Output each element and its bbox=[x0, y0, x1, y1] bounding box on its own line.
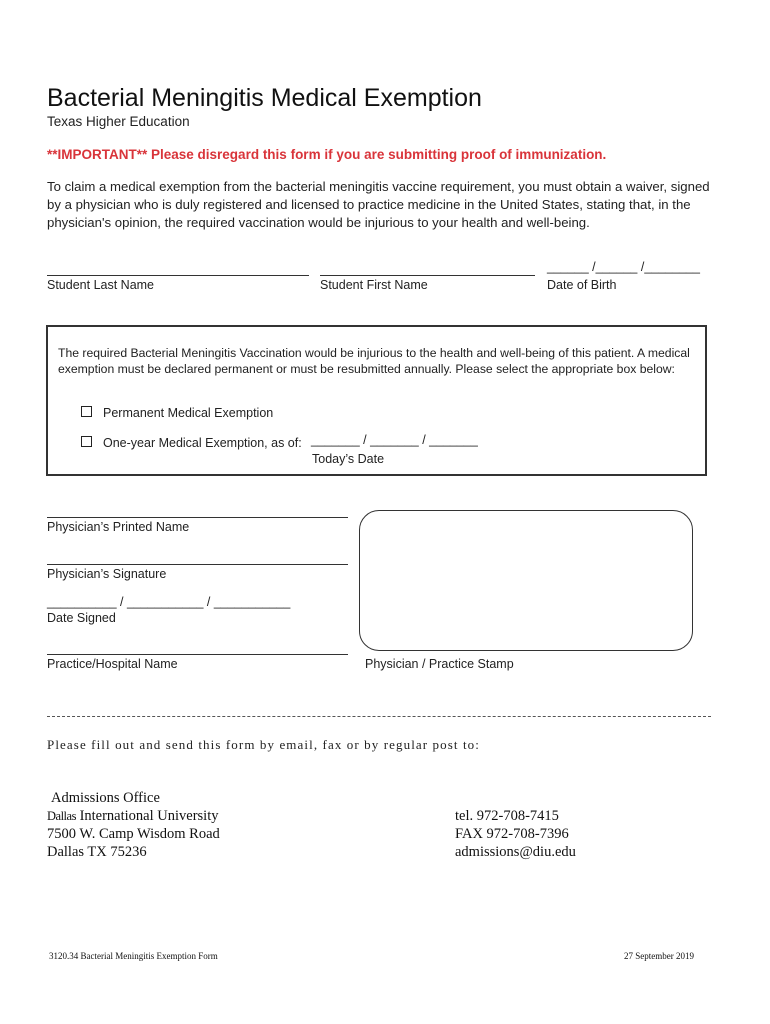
one-year-exemption-label: One-year Medical Exemption, as of: bbox=[103, 436, 302, 450]
student-last-name-field[interactable] bbox=[47, 275, 309, 276]
one-year-exemption-checkbox[interactable] bbox=[81, 436, 92, 447]
footer-form-id: 3120.34 Bacterial Meningitis Exemption Form bbox=[49, 951, 218, 961]
exemption-box bbox=[46, 325, 707, 476]
practice-stamp-area bbox=[359, 510, 693, 651]
date-of-birth-label: Date of Birth bbox=[547, 278, 617, 292]
street-address: 7500 W. Camp Wisdom Road bbox=[47, 826, 220, 842]
todays-date-label: Today’s Date bbox=[312, 452, 385, 466]
telephone: tel. 972-708-7415 bbox=[455, 808, 559, 824]
cut-line-divider bbox=[47, 716, 711, 717]
page-title: Bacterial Meningitis Medical Exemption bbox=[47, 84, 482, 112]
practice-name-field[interactable] bbox=[47, 654, 348, 655]
practice-stamp-label: Physician / Practice Stamp bbox=[365, 657, 514, 671]
physician-signature-field[interactable] bbox=[47, 564, 348, 565]
footer-date: 27 September 2019 bbox=[624, 951, 694, 961]
intro-paragraph: To claim a medical exemption from the bacterial meningitis vaccine requirement, you must obtain a waiver, signed by a physician who is duly registered and licensed to practice medicine in the United States, stating that, in the physician's opinion, the required vaccination would be injurious to your health and well-being. bbox=[47, 179, 710, 230]
important-notice: **IMPORTANT** Please disregard this form if you are submitting proof of immunization. bbox=[47, 147, 607, 162]
mailing-instruction: Please fill out and send this form by email, fax or by regular post to: bbox=[47, 737, 480, 752]
date-signed-label: Date Signed bbox=[47, 611, 116, 625]
date-of-birth-field[interactable]: ______ /______ /________ bbox=[547, 260, 700, 274]
student-first-name-label: Student First Name bbox=[320, 278, 428, 292]
todays-date-field[interactable]: _______ / _______ / _______ bbox=[311, 433, 478, 447]
university-name-prefix: Dallas bbox=[47, 809, 76, 823]
admissions-office: Admissions Office bbox=[51, 790, 160, 806]
date-signed-field[interactable]: __________ / ___________ / ___________ bbox=[47, 595, 291, 609]
physician-signature-label: Physician’s Signature bbox=[47, 567, 167, 581]
university-name-rest: International University bbox=[75, 808, 219, 824]
permanent-exemption-label: Permanent Medical Exemption bbox=[103, 406, 274, 420]
fax: FAX 972-708-7396 bbox=[455, 826, 569, 842]
student-last-name-label: Student Last Name bbox=[47, 278, 155, 292]
student-first-name-field[interactable] bbox=[320, 275, 535, 276]
page-subtitle: Texas Higher Education bbox=[47, 114, 190, 129]
city-address: Dallas TX 75236 bbox=[47, 844, 147, 860]
permanent-exemption-checkbox[interactable] bbox=[81, 406, 92, 417]
exemption-box-text: The required Bacterial Meningitis Vaccination would be injurious to the health and well-being of this patient. A medical exemption must be declared permanent or must be resubmitted annually. Please select the appropriate box below: bbox=[58, 346, 690, 376]
practice-name-label: Practice/Hospital Name bbox=[47, 657, 178, 671]
physician-printed-name-field[interactable] bbox=[47, 517, 348, 518]
email-link[interactable]: admissions@diu.edu bbox=[455, 844, 576, 860]
physician-printed-name-label: Physician’s Printed Name bbox=[47, 520, 190, 534]
university-name bbox=[47, 807, 218, 825]
